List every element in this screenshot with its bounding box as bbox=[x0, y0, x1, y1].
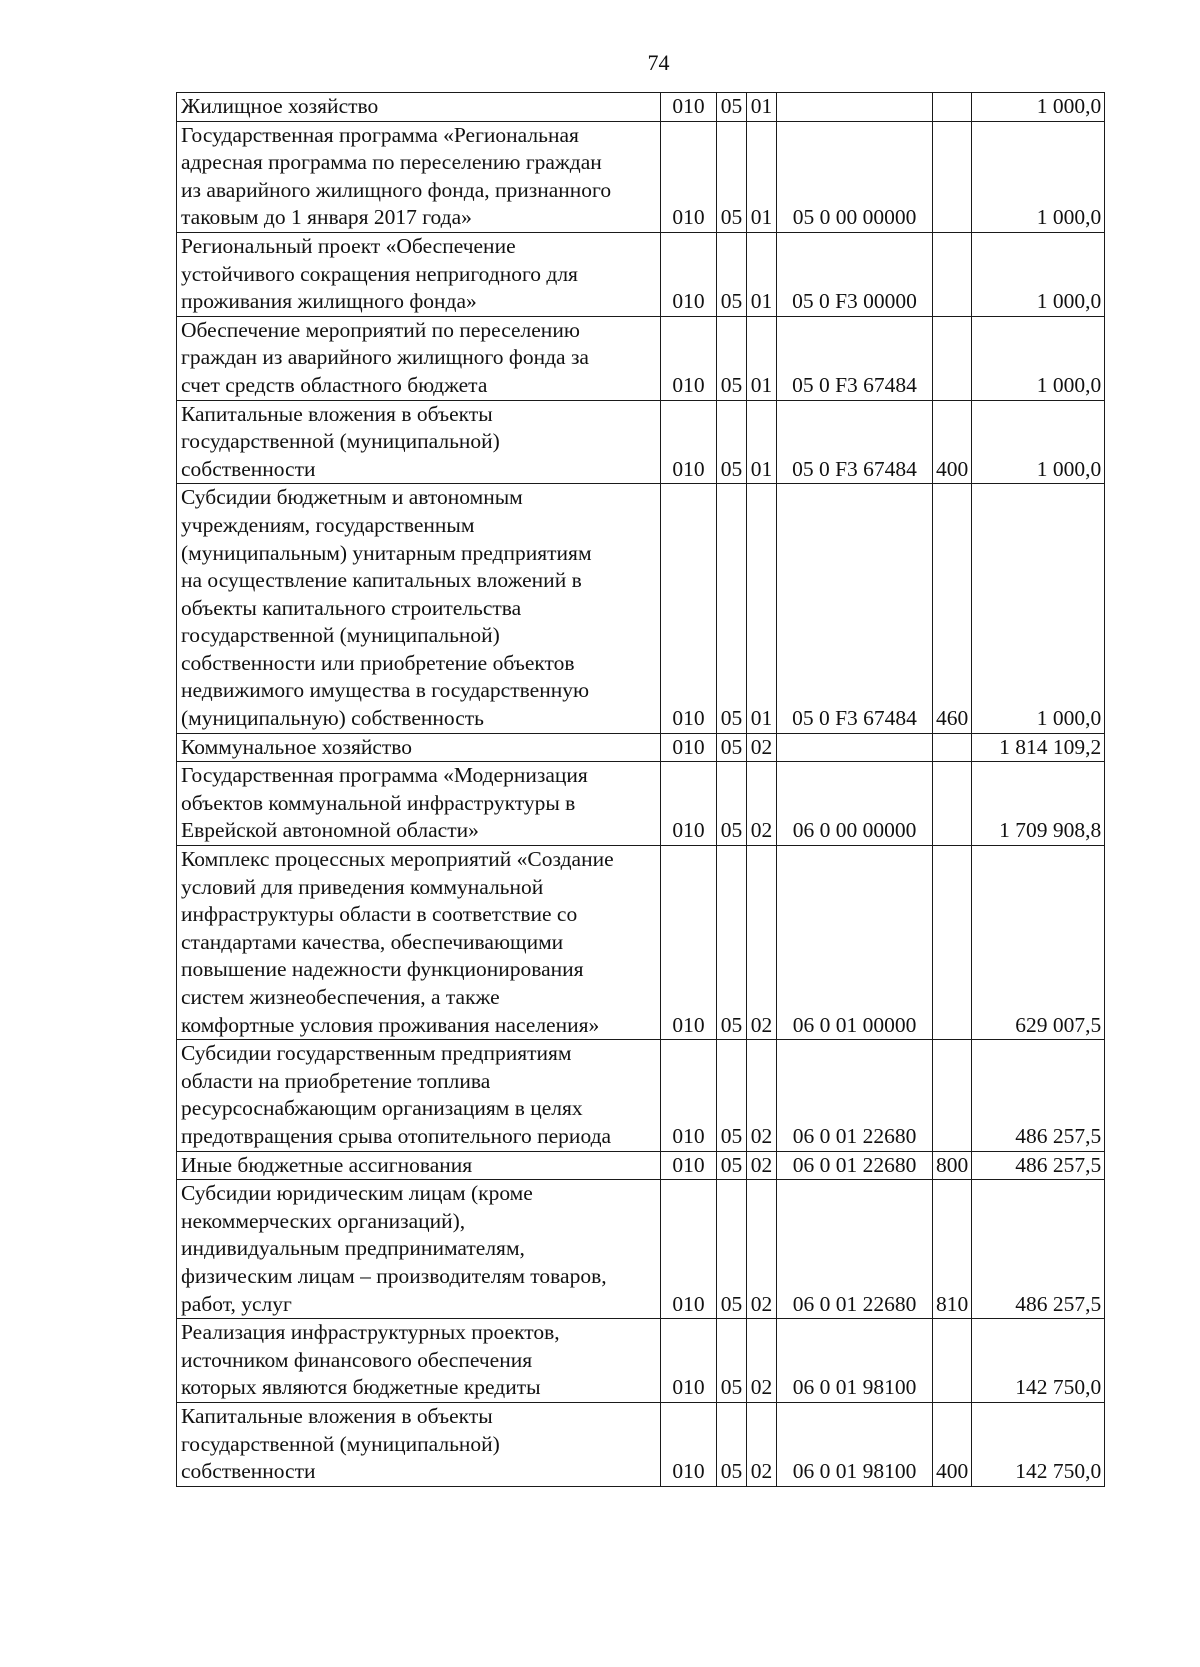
table-row bbox=[177, 733, 1105, 762]
item-name-cell bbox=[177, 400, 661, 484]
item-name-line: предотвращения срыва отопительного периода bbox=[181, 1123, 612, 1148]
item-name-line: условий для приведения коммунальной bbox=[181, 874, 544, 899]
item-name-line: граждан из аварийного жилищного фонда за bbox=[181, 345, 589, 370]
item-name-cell bbox=[177, 1151, 661, 1180]
item-name-line: собственности bbox=[181, 1459, 316, 1484]
item-name-line: Субсидии бюджетным и автономным bbox=[181, 485, 523, 510]
section-code-cell: 05 bbox=[717, 1319, 747, 1403]
subsection-code-cell: 02 bbox=[747, 846, 777, 1040]
ministry-code-cell: 010 bbox=[661, 316, 717, 400]
table-row bbox=[177, 232, 1105, 316]
item-name-line: Коммунальное хозяйство bbox=[181, 734, 413, 759]
item-name-line: государственной (муниципальной) bbox=[181, 623, 500, 648]
subsection-code-cell: 01 bbox=[747, 121, 777, 232]
ministry-code-cell: 010 bbox=[661, 846, 717, 1040]
expense-type-cell bbox=[933, 1040, 972, 1151]
section-code-cell: 05 bbox=[717, 121, 747, 232]
table-row bbox=[177, 846, 1105, 1040]
item-name-line: физическим лицам – производителям товаров, bbox=[181, 1263, 607, 1288]
subsection-code-cell: 02 bbox=[747, 1151, 777, 1180]
target-code-cell: 06 0 01 22680 bbox=[777, 1151, 933, 1180]
target-code-cell: 06 0 01 22680 bbox=[777, 1180, 933, 1319]
expense-type-cell: 400 bbox=[933, 400, 972, 484]
expense-type-cell: 810 bbox=[933, 1180, 972, 1319]
target-code-cell: 05 0 F3 00000 bbox=[777, 232, 933, 316]
ministry-code-cell: 010 bbox=[661, 400, 717, 484]
target-code-cell: 05 0 00 00000 bbox=[777, 121, 933, 232]
item-name-cell bbox=[177, 232, 661, 316]
item-name-line: адресная программа по переселению граждан bbox=[181, 150, 602, 175]
item-name-line: Обеспечение мероприятий по переселению bbox=[181, 317, 580, 342]
item-name-line: Субсидии юридическим лицам (кроме bbox=[181, 1181, 533, 1206]
item-name-line: недвижимого имущества в государственную bbox=[181, 678, 590, 703]
table-row bbox=[177, 316, 1105, 400]
item-name-line: собственности или приобретение объектов bbox=[181, 650, 575, 675]
amount-cell: 142 750,0 bbox=[972, 1402, 1105, 1486]
item-name-line: Реализация инфраструктурных проектов, bbox=[181, 1320, 560, 1345]
table-row bbox=[177, 1402, 1105, 1486]
expense-type-cell: 460 bbox=[933, 484, 972, 733]
ministry-code-cell: 010 bbox=[661, 1151, 717, 1180]
target-code-cell: 05 0 F3 67484 bbox=[777, 316, 933, 400]
amount-cell: 1 000,0 bbox=[972, 232, 1105, 316]
subsection-code-cell: 01 bbox=[747, 400, 777, 484]
amount-cell: 142 750,0 bbox=[972, 1319, 1105, 1403]
page-number: 74 bbox=[647, 50, 670, 75]
expense-type-cell bbox=[933, 846, 972, 1040]
subsection-code-cell: 02 bbox=[747, 1402, 777, 1486]
item-name-cell bbox=[177, 762, 661, 846]
subsection-code-cell: 02 bbox=[747, 762, 777, 846]
item-name-line: стандартами качества, обеспечивающими bbox=[181, 929, 564, 954]
subsection-code-cell: 01 bbox=[747, 484, 777, 733]
item-name-line: Жилищное хозяйство bbox=[181, 94, 379, 118]
item-name-line: счет средств областного бюджета bbox=[181, 372, 488, 397]
section-code-cell: 05 bbox=[717, 1180, 747, 1319]
item-name-line: которых являются бюджетные кредиты bbox=[181, 1375, 541, 1400]
item-name-line: Субсидии государственным предприятиям bbox=[181, 1041, 572, 1066]
ministry-code-cell: 010 bbox=[661, 484, 717, 733]
item-name-line: Капитальные вложения в объекты bbox=[181, 401, 493, 426]
section-code-cell: 05 bbox=[717, 1402, 747, 1486]
target-code-cell: 05 0 F3 67484 bbox=[777, 400, 933, 484]
item-name-line: Государственная программа «Региональная bbox=[181, 122, 579, 147]
item-name-line: Комплекс процессных мероприятий «Создание bbox=[181, 847, 614, 872]
table-row bbox=[177, 121, 1105, 232]
ministry-code-cell: 010 bbox=[661, 1402, 717, 1486]
target-code-cell: 06 0 01 98100 bbox=[777, 1319, 933, 1403]
expense-type-cell bbox=[933, 232, 972, 316]
amount-cell: 486 257,5 bbox=[972, 1151, 1105, 1180]
target-code-cell: 06 0 01 98100 bbox=[777, 1402, 933, 1486]
amount-cell: 1 000,0 bbox=[972, 484, 1105, 733]
section-code-cell: 05 bbox=[717, 762, 747, 846]
item-name-line: Региональный проект «Обеспечение bbox=[181, 233, 516, 258]
section-code-cell: 05 bbox=[717, 232, 747, 316]
ministry-code-cell: 010 bbox=[661, 1040, 717, 1151]
item-name-line: (муниципальную) собственность bbox=[181, 706, 484, 731]
expense-type-cell bbox=[933, 733, 972, 762]
expense-type-cell bbox=[933, 1319, 972, 1403]
amount-cell: 1 000,0 bbox=[972, 400, 1105, 484]
ministry-code-cell: 010 bbox=[661, 733, 717, 762]
item-name-line: объектов коммунальной инфраструктуры в bbox=[181, 790, 576, 815]
item-name-line: инфраструктуры области в соответствие со bbox=[181, 902, 578, 927]
amount-cell: 1 000,0 bbox=[972, 316, 1105, 400]
item-name-line: государственной (муниципальной) bbox=[181, 429, 500, 454]
target-code-cell: 05 0 F3 67484 bbox=[777, 484, 933, 733]
item-name-line: проживания жилищного фонда» bbox=[181, 289, 477, 314]
item-name-line: из аварийного жилищного фонда, признанного bbox=[181, 177, 612, 202]
item-name-cell bbox=[177, 1319, 661, 1403]
expense-type-cell bbox=[933, 93, 972, 122]
expense-type-cell bbox=[933, 762, 972, 846]
ministry-code-cell: 010 bbox=[661, 1180, 717, 1319]
table-row bbox=[177, 1319, 1105, 1403]
item-name-line: на осуществление капитальных вложений в bbox=[181, 568, 582, 593]
item-name-line: собственности bbox=[181, 456, 316, 481]
section-code-cell: 05 bbox=[717, 1151, 747, 1180]
amount-cell: 629 007,5 bbox=[972, 846, 1105, 1040]
item-name-cell bbox=[177, 1402, 661, 1486]
subsection-code-cell: 02 bbox=[747, 1040, 777, 1151]
target-code-cell: 06 0 00 00000 bbox=[777, 762, 933, 846]
table-row bbox=[177, 762, 1105, 846]
table-row bbox=[177, 484, 1105, 733]
item-name-line: комфортные условия проживания населения» bbox=[181, 1012, 600, 1037]
amount-cell: 486 257,5 bbox=[972, 1040, 1105, 1151]
ministry-code-cell: 010 bbox=[661, 762, 717, 846]
item-name-line: таковым до 1 января 2017 года» bbox=[181, 205, 472, 230]
section-code-cell: 05 bbox=[717, 400, 747, 484]
item-name-line: государственной (муниципальной) bbox=[181, 1431, 500, 1456]
section-code-cell: 05 bbox=[717, 93, 747, 122]
item-name-line: ресурсоснабжающим организациям в целях bbox=[181, 1096, 583, 1121]
table-row bbox=[177, 1040, 1105, 1151]
item-name-line: работ, услуг bbox=[181, 1291, 292, 1316]
table-row bbox=[177, 400, 1105, 484]
subsection-code-cell: 02 bbox=[747, 1319, 777, 1403]
item-name-line: Еврейской автономной области» bbox=[181, 818, 479, 843]
ministry-code-cell: 010 bbox=[661, 1319, 717, 1403]
item-name-cell bbox=[177, 846, 661, 1040]
item-name-line: некоммерческих организаций), bbox=[181, 1208, 466, 1233]
item-name-line: систем жизнеобеспечения, а также bbox=[181, 985, 500, 1009]
section-code-cell: 05 bbox=[717, 484, 747, 733]
subsection-code-cell: 02 bbox=[747, 1180, 777, 1319]
item-name-line: устойчивого сокращения непригодного для bbox=[181, 261, 578, 286]
subsection-code-cell: 01 bbox=[747, 232, 777, 316]
item-name-line: Государственная программа «Модернизация bbox=[181, 763, 588, 788]
ministry-code-cell: 010 bbox=[661, 121, 717, 232]
amount-cell: 486 257,5 bbox=[972, 1180, 1105, 1319]
section-code-cell: 05 bbox=[717, 733, 747, 762]
item-name-line: Иные бюджетные ассигнования bbox=[181, 1152, 473, 1177]
item-name-line: повышение надежности функционирования bbox=[181, 957, 584, 982]
subsection-code-cell: 01 bbox=[747, 316, 777, 400]
amount-cell: 1 000,0 bbox=[972, 121, 1105, 232]
subsection-code-cell: 01 bbox=[747, 93, 777, 122]
item-name-cell bbox=[177, 93, 661, 122]
item-name-cell bbox=[177, 121, 661, 232]
item-name-cell bbox=[177, 316, 661, 400]
subsection-code-cell: 02 bbox=[747, 733, 777, 762]
item-name-line: учреждениям, государственным bbox=[181, 512, 475, 537]
item-name-line: индивидуальным предпринимателям, bbox=[181, 1236, 525, 1261]
target-code-cell bbox=[777, 733, 933, 762]
amount-cell: 1 814 109,2 bbox=[972, 733, 1105, 762]
expense-type-cell: 400 bbox=[933, 1402, 972, 1486]
item-name-cell bbox=[177, 1180, 661, 1319]
item-name-cell bbox=[177, 484, 661, 733]
ministry-code-cell: 010 bbox=[661, 93, 717, 122]
table-row bbox=[177, 1151, 1105, 1180]
section-code-cell: 05 bbox=[717, 1040, 747, 1151]
ministry-code-cell: 010 bbox=[661, 232, 717, 316]
expense-type-cell: 800 bbox=[933, 1151, 972, 1180]
item-name-line: объекты капитального строительства bbox=[181, 595, 522, 620]
section-code-cell: 05 bbox=[717, 316, 747, 400]
item-name-line: Капитальные вложения в объекты bbox=[181, 1403, 493, 1428]
expense-type-cell bbox=[933, 316, 972, 400]
section-code-cell: 05 bbox=[717, 846, 747, 1040]
amount-cell: 1 709 908,8 bbox=[972, 762, 1105, 846]
item-name-cell bbox=[177, 1040, 661, 1151]
budget-table bbox=[176, 92, 1105, 1487]
table-row bbox=[177, 1180, 1105, 1319]
target-code-cell bbox=[777, 93, 933, 122]
table-row bbox=[177, 93, 1105, 122]
item-name-line: источником финансового обеспечения bbox=[181, 1347, 533, 1372]
item-name-line: (муниципальным) унитарным предприятиям bbox=[181, 540, 592, 565]
amount-cell: 1 000,0 bbox=[972, 93, 1105, 122]
target-code-cell: 06 0 01 00000 bbox=[777, 846, 933, 1040]
expense-type-cell bbox=[933, 121, 972, 232]
item-name-line: области на приобретение топлива bbox=[181, 1068, 491, 1093]
target-code-cell: 06 0 01 22680 bbox=[777, 1040, 933, 1151]
item-name-cell bbox=[177, 733, 661, 762]
budget-table-body bbox=[177, 93, 1105, 1487]
